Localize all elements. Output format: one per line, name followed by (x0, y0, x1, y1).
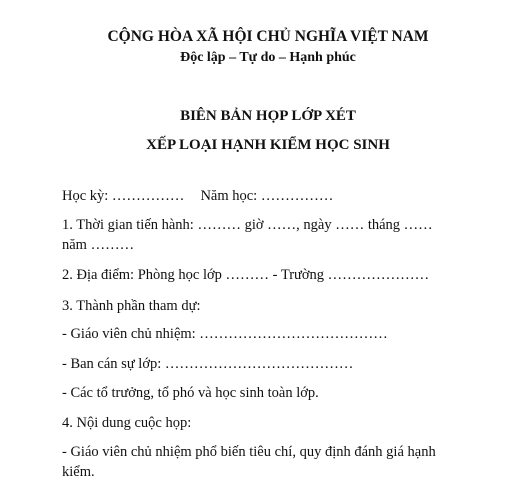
meeting-place-line: 2. Địa điểm: Phòng học lớp ……… - Trường ………………… (62, 267, 430, 283)
school-year-field: Năm học: …………… (200, 188, 334, 204)
other-participants-line: - Các tổ trưởng, tổ phó và học sinh toàn lớp. (62, 385, 319, 401)
document-title-line2: XẾP LOẠI HẠNH KIỂM HỌC SINH (146, 137, 390, 153)
document-title-line1: BIÊN BẢN HỌP LỚP XÉT (180, 108, 356, 124)
agenda-heading: 4. Nội dung cuộc họp: (62, 415, 192, 431)
announcement-line: - Giáo viên chủ nhiệm phổ biến tiêu chí, quy định đánh giá hạnh (62, 444, 436, 460)
semester-field: Học kỳ: …………… (62, 188, 185, 204)
national-motto: Độc lập – Tự do – Hạnh phúc (180, 50, 356, 65)
semester-year-line (62, 188, 333, 205)
announcement-line-continued: kiểm. (62, 464, 95, 480)
homeroom-teacher-line: - Giáo viên chủ nhiệm: ………………………………… (62, 326, 388, 342)
meeting-time-line-continued: năm ……… (62, 237, 135, 253)
meeting-time-line: 1. Thời gian tiến hành: ……… giờ ……, ngày …… tháng …… (62, 217, 433, 233)
participants-heading: 3. Thành phần tham dự: (62, 298, 201, 314)
class-committee-line: - Ban cán sự lớp: ………………………………… (62, 356, 354, 372)
national-title: CỘNG HÒA XÃ HỘI CHỦ NGHĨA VIỆT NAM (107, 28, 429, 45)
